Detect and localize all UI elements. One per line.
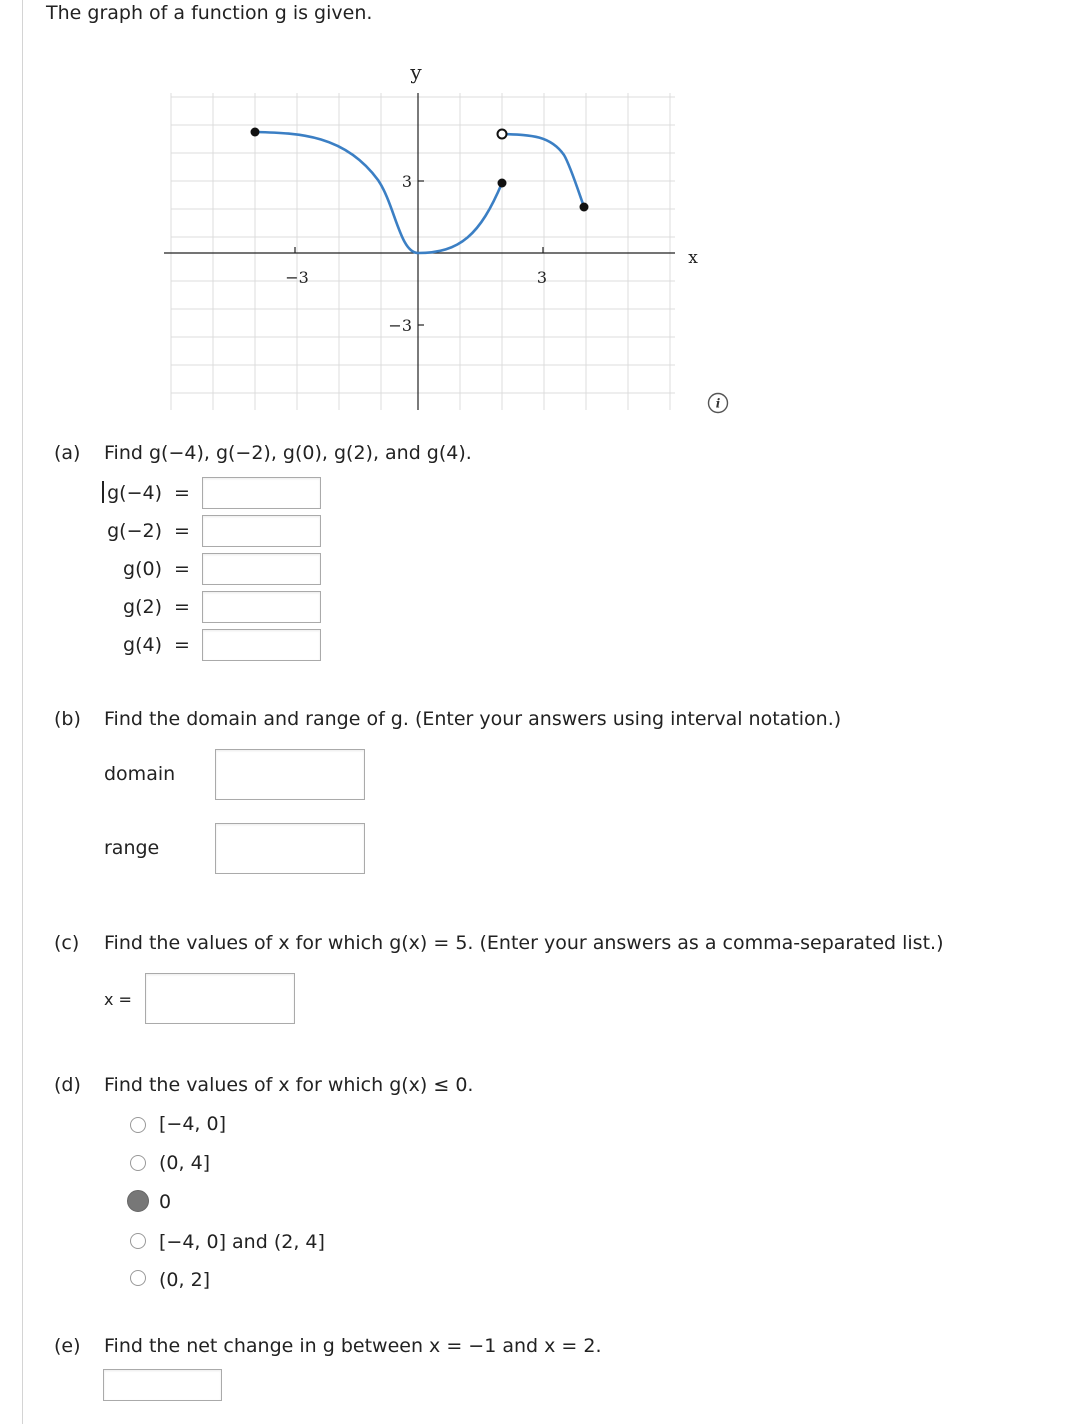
option-4-label: [−4, 0] and (2, 4] — [159, 1231, 325, 1253]
answer-g-neg2[interactable] — [202, 515, 321, 547]
part-e-prompt: Find the net change in g between x = −1 and x = 2. — [104, 1335, 602, 1357]
domain-label: domain — [104, 763, 176, 785]
y-tick-3: 3 — [401, 172, 412, 191]
domain-input[interactable] — [215, 749, 365, 800]
x-tick-3: 3 — [536, 268, 548, 287]
answer-g-4[interactable] — [202, 629, 321, 661]
open-dot — [498, 130, 507, 139]
radio-option-4[interactable] — [130, 1233, 146, 1249]
closed-dot-start — [251, 128, 260, 137]
grid — [171, 93, 675, 410]
row-g-neg4 — [96, 477, 202, 509]
y-axis-label: y — [410, 60, 422, 84]
curve-right — [502, 134, 584, 207]
radio-option-1[interactable] — [130, 1117, 146, 1133]
row-lhs: g(0) — [123, 558, 162, 580]
answer-g-0[interactable] — [202, 553, 321, 585]
part-a-label: (a) — [54, 442, 81, 464]
row-lhs: g(−2) — [107, 520, 162, 542]
radio-option-2[interactable] — [130, 1155, 146, 1171]
info-icon[interactable] — [707, 392, 729, 414]
axes — [164, 93, 675, 410]
radio-option-3-selected[interactable] — [127, 1190, 149, 1212]
left-rule — [22, 0, 23, 1424]
answer-g-neg4[interactable] — [202, 477, 321, 509]
part-b-prompt: Find the domain and range of g. (Enter your answers using interval notation.) — [104, 708, 842, 730]
row-g-4 — [96, 629, 202, 661]
option-1-label: [−4, 0] — [159, 1113, 227, 1135]
row-lhs: g(−4) — [107, 482, 162, 504]
x-tick-neg3: −3 — [285, 268, 309, 287]
equals-sign: = — [174, 482, 190, 504]
option-3-label: 0 — [159, 1191, 172, 1213]
equals-sign: = — [174, 520, 190, 542]
x-values-input[interactable] — [145, 973, 295, 1024]
closed-dot-mid — [498, 179, 507, 188]
intro-text: The graph of a function g is given. — [46, 2, 373, 24]
x-axis-label: x — [688, 248, 698, 268]
option-2-label: (0, 4] — [159, 1152, 211, 1174]
row-g-2 — [96, 591, 202, 623]
equals-sign: = — [174, 596, 190, 618]
equals-sign: = — [174, 634, 190, 656]
range-label: range — [104, 837, 160, 859]
option-5-label: (0, 2] — [159, 1269, 211, 1291]
part-c-label: (c) — [54, 932, 80, 954]
part-d-prompt: Find the values of x for which g(x) ≤ 0. — [104, 1074, 474, 1096]
svg-text:i: i — [715, 396, 721, 411]
row-lhs: g(4) — [123, 634, 162, 656]
equals-sign: = — [174, 558, 190, 580]
net-change-input[interactable] — [103, 1369, 222, 1401]
y-tick-neg3: −3 — [388, 316, 412, 335]
x-equals-label: x = — [104, 990, 132, 1009]
part-e-label: (e) — [54, 1335, 81, 1357]
part-c-prompt: Find the values of x for which g(x) = 5. (Enter your answers as a comma-separated list.) — [104, 932, 944, 954]
part-b-label: (b) — [54, 708, 81, 730]
curve-left — [255, 132, 418, 253]
row-g-neg2 — [96, 515, 202, 547]
row-g-0 — [96, 553, 202, 585]
closed-dot-end — [580, 203, 589, 212]
radio-option-5[interactable] — [130, 1270, 146, 1286]
part-d-label: (d) — [54, 1074, 81, 1096]
answer-g-2[interactable] — [202, 591, 321, 623]
function-graph — [150, 55, 710, 425]
part-a-prompt: Find g(−4), g(−2), g(0), g(2), and g(4). — [104, 442, 472, 464]
row-lhs: g(2) — [123, 596, 162, 618]
range-input[interactable] — [215, 823, 365, 874]
